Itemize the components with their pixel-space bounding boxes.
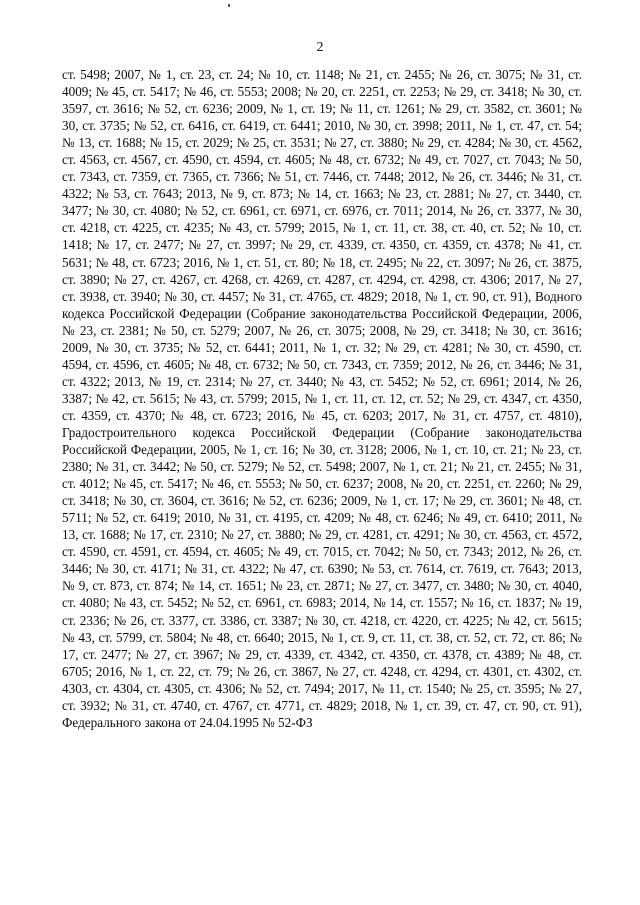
scan-artifact-mark xyxy=(228,4,230,7)
body-paragraph: ст. 5498; 2007, № 1, ст. 23, ст. 24; № 10, ст. 1148; № 21, ст. 2455; № 26, ст. 3075; № 31, ст. 4009; № 45, ст. 5417; № 46, ст. 5553; 2008; № 20, ст. 2251, ст. 2253; № 29, ст. 3418; № 30, ст. 3597, ст. 3616; № 52, ст. 6236; 2009, № 1, ст. 19; № 11, ст. 1261; № 29, ст. 3582, ст. 3601; № 30, ст. 3735; № 52, ст. 6416, ст. 6419, ст. 6441; 2010, № 30, ст. 3998; 2011, № 1, ст. 47, ст. 54; № 13, ст. 1688; № 15, ст. 2029; № 25, ст. 3531; № 27, ст. 3880; № 29, ст. 4284; № 30, ст. 4562, ст. 4563, ст. 4567, ст. 4590, ст. 4594, ст. 4605; № 48, ст. 6732; № 49, ст. 7027, ст. 7043; № 50, ст. 7343, ст. 7359, ст. 7365, ст. 7366; № 51, ст. 7446, ст. 7448; 2012, № 26, ст. 3446; № 31, ст. 4322; № 53, ст. 7643; 2013, № 9, ст. 873; № 14, ст. 1663; № 23, ст. 2881; № 27, ст. 3440, ст. 3477; № 30, ст. 4080; № 52, ст. 6961, ст. 6971, ст. 6976, ст. 7011; 2014, № 26, ст. 3377, № 30, ст. 4218, ст. 4225, ст. 4235; № 43, ст. 5799; 2015, № 1, ст. 11, ст. 38, ст. 40, ст. 52; № 10, ст. 1418; № 17, ст. 2477; № 27, ст. 3997; № 29, ст. 4339, ст. 4350, ст. 4359, ст. 4378; № 41, ст. 5631; № 48, ст. 6723; 2016, № 1, ст. 51, ст. 80; № 18, ст. 2495; № 22, ст. 3097; № 26, ст. 3875, ст. 3890; № 27, ст. 4267, ст. 4268, ст. 4269, ст. 4287, ст. 4294, ст. 4298, ст. 4306; 2017, № 27, ст. 3938, ст. 3940; № 30, ст. 4457; № 31, ст. 4765, ст. 4829; 2018, № 1, ст. 90, ст. 91), Водного кодекса Российской Федерации (Собрание законодательства Российской Федерации, 2006, № 23, ст. 2381; № 50, ст. 5279; 2007, № 26, ст. 3075; 2008, № 29, ст. 3418; № 30, ст. 3616; 2009, № 30, ст. 3735; № 52, ст. 6441; 2011, № 1, ст. 32; № 29, ст. 4281; № 30, ст. 4590, ст. 4594, ст. 4596, ст. 4605; № 48, ст. 6732; № 50, ст. 7343, ст. 7359; 2012, № 26, ст. 3446; № 31, ст. 4322; 2013, № 19, ст. 2314; № 27, ст. 3440; № 43, ст. 5452; № 52, ст. 6961; 2014, № 26, 3387; № 42, ст. 5615; № 43, ст. 5799; 2015, № 1, ст. 11, ст. 12, ст. 52; № 29, ст. 4347, ст. 4350, ст. 4359, ст. 4370; № 48, ст. 6723; 2016, № 45, ст. 6203; 2017, № 31, ст. 4757, ст. 4810), Градостроительного кодекса Российской Федерации (Собрание законодательства Российской Федерации, 2005, № 1, ст. 16; № 30, ст. 3128; 2006, № 1, ст. 10, ст. 21; № 23, ст. 2380; № 31, ст. 3442; № 50, ст. 5279; № 52, ст. 5498; 2007, № 1, ст. 21; № 21, ст. 2455; № 31, ст. 4012; № 45, ст. 5417; № 46, ст. 5553; № 50, ст. 6237; 2008, № 20, ст. 2251, ст. 2260; № 29, ст. 3418; № 30, ст. 3604, ст. 3616; № 52, ст. 6236; 2009, № 1, ст. 17; № 29, ст. 3601; № 48, ст. 5711; № 52, ст. 6419; 2010, № 31, ст. 4195, ст. 4209; № 48, ст. 6246; № 49, ст. 6410; 2011, № 13, ст. 1688; № 17, ст. 2310; № 27, ст. 3880; № 29, ст. 4281, ст. 4291; № 30, ст. 4563, ст. 4572, ст. 4590, ст. 4591, ст. 4594, ст. 4605; № 49, ст. 7015, ст. 7042; № 50, ст. 7343; 2012, № 26, ст. 3446; № 30, ст. 4171; № 31, ст. 4322; № 47, ст. 6390; № 53, ст. 7614, ст. 7619, ст. 7643; 2013, № 9, ст. 873, ст. 874; № 14, ст. 1651; № 23, ст. 2871; № 27, ст. 3477, ст. 3480; № 30, ст. 4040, ст. 4080; № 43, ст. 5452; № 52, ст. 6961, ст. 6983; 2014, № 14, ст. 1557; № 16, ст. 1837; № 19, ст. 2336; № 26, ст. 3377, ст. 3386, ст. 3387; № 30, ст. 4218, ст. 4220, ст. 4225; № 42, ст. 5615; № 43, ст. 5799, ст. 5804; № 48, ст. 6640; 2015, № 1, ст. 9, ст. 11, ст. 38, ст. 52, ст. 72, ст. 86; № 17, ст. 2477; № 27, ст. 3967; № 29, ст. 4339, ст. 4342, ст. 4350, ст. 4378, ст. 4389; № 48, ст. 6705; 2016, № 1, ст. 22, ст. 79; № 26, ст. 3867, № 27, ст. 4248, ст. 4294, ст. 4301, ст. 4302, ст. 4303, ст. 4304, ст. 4305, ст. 4306; № 52, ст. 7494; 2017, № 11, ст. 1540; № 25, ст. 3595; № 27, ст. 3932; № 31, ст. 4740, ст. 4767, ст. 4771, ст. 4829; 2018, № 1, ст. 39, ст. 47, ст. 90, ст. 91), Федерального закона от 24.04.1995 № 52-ФЗ xyxy=(62,67,582,730)
page-number: 2 xyxy=(316,40,324,55)
